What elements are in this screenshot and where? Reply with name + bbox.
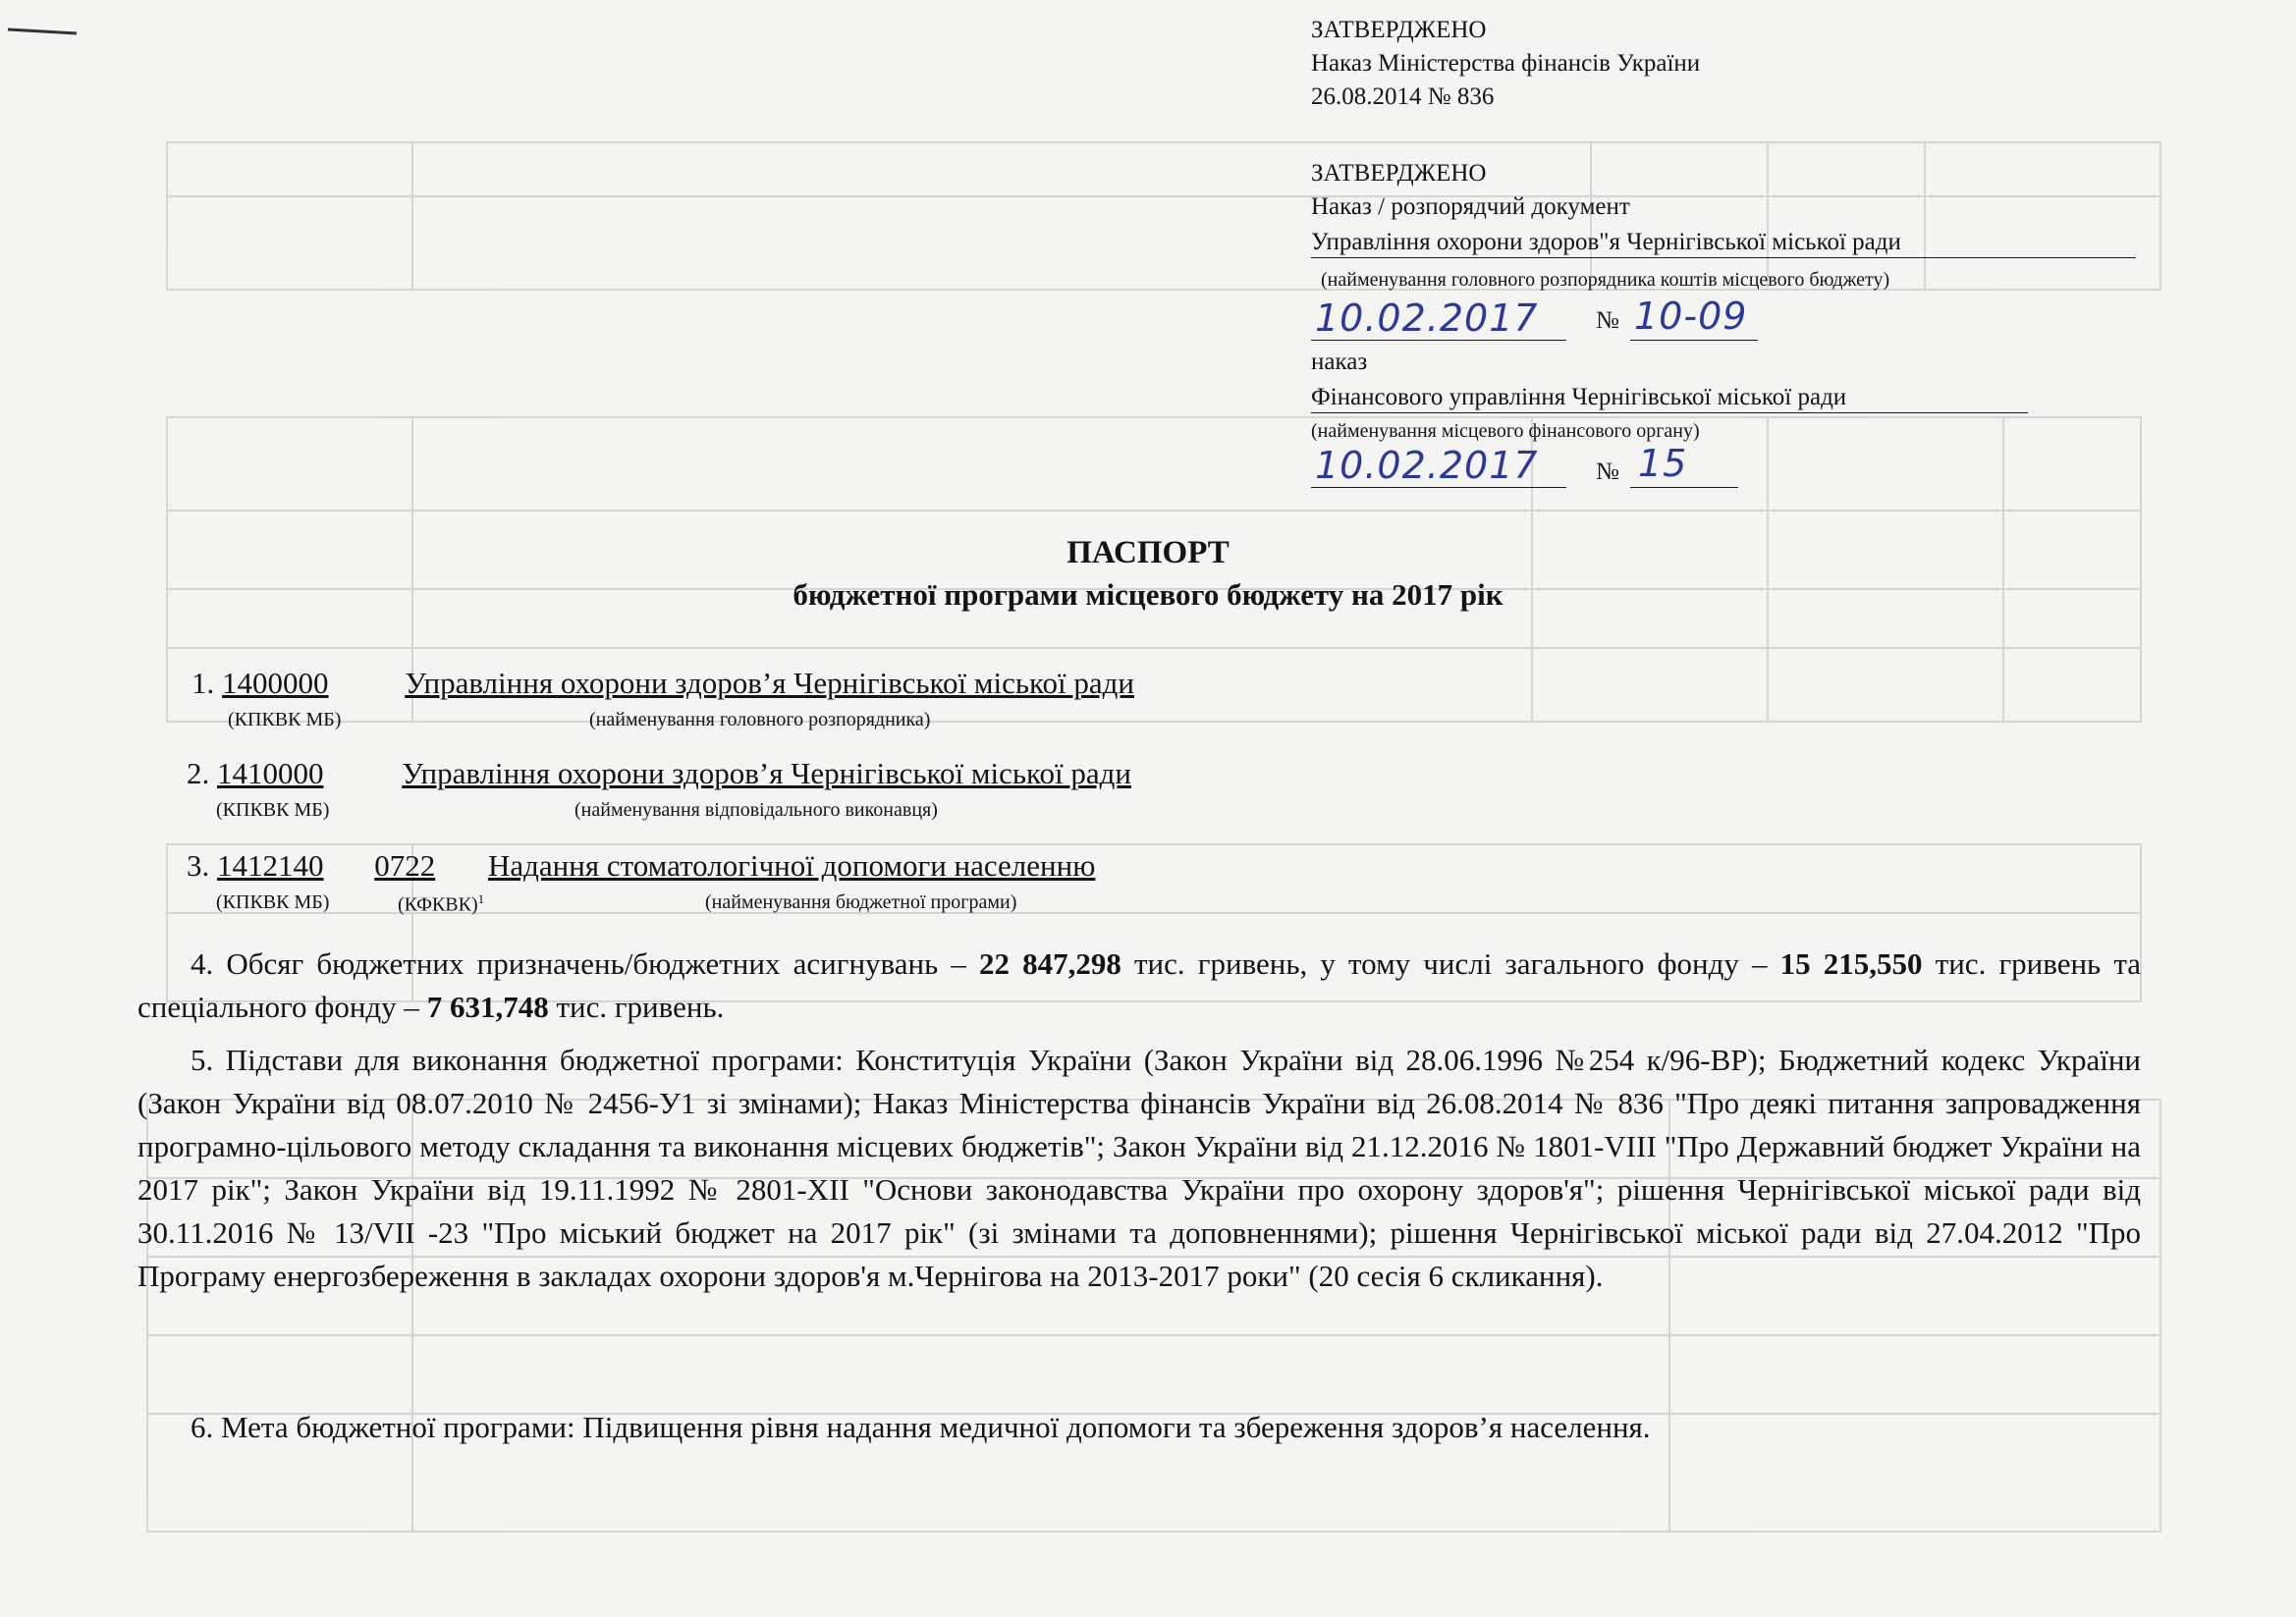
item-3-code2: 0722 xyxy=(374,848,436,883)
financial-org: Фінансового управління Чернігівської міської ради xyxy=(1311,383,2028,413)
approval-1-date: 26.08.2014 № 836 xyxy=(1311,83,1495,110)
number-label-2: № xyxy=(1596,458,1619,485)
total-amount: 22 847,298 xyxy=(979,946,1121,981)
item-3-code-caption: (КПКВК МБ) xyxy=(216,891,330,913)
approval-1-heading: ЗАТВЕРДЖЕНО xyxy=(1311,17,1487,43)
item-1-code-caption: (КПКВК МБ) xyxy=(228,709,342,730)
item-2-code: 1410000 xyxy=(217,756,324,790)
item-2 xyxy=(187,756,1131,791)
item-2-number: 2. xyxy=(187,756,210,790)
item-1-name-caption: (найменування головного розпорядника) xyxy=(589,709,931,730)
handwritten-date-1: 10.02.2017 xyxy=(1315,296,1539,340)
approval-2-heading: ЗАТВЕРДЖЕНО xyxy=(1311,160,1487,187)
item-1 xyxy=(191,666,1134,701)
approval-1-order: Наказ Міністерства фінансів України xyxy=(1311,50,1701,77)
date-line-2 xyxy=(1311,444,1566,488)
item-2-name: Управління охорони здоров’я Чернігівської міської ради xyxy=(402,756,1131,790)
financial-org-caption: (найменування місцевого фінансового органу) xyxy=(1311,420,1700,442)
order-label: наказ xyxy=(1311,349,1368,375)
handwritten-number-1: 10-09 xyxy=(1634,295,1748,338)
item-2-name-caption: (найменування відповідального виконавця) xyxy=(574,799,938,821)
item-2-code-caption: (КПКВК МБ) xyxy=(216,799,330,821)
approval-2-org: Управління охорони здоров"я Чернігівської міської ради xyxy=(1311,228,2136,258)
item-3-name: Надання стоматологічної допомоги населенню xyxy=(488,848,1096,883)
item-3-name-caption: (найменування бюджетної програми) xyxy=(705,891,1017,913)
item-3-code2-caption: (КФКВК)$^1$ xyxy=(398,891,485,916)
number-line-2 xyxy=(1630,442,1738,488)
item-1-code: 1400000 xyxy=(222,666,329,700)
paragraph-legal-basis xyxy=(137,1039,2141,1298)
number-line-1 xyxy=(1630,295,1758,341)
item-1-number: 1. xyxy=(191,666,215,700)
item-1-name: Управління охорони здоров’я Чернігівської міської ради xyxy=(405,666,1134,700)
document-title: ПАСПОРТ xyxy=(1066,535,1230,570)
paragraph-budget-amount: 4. Обсяг бюджетних призначень/бюджетних асигнувань – 22 847,298 тис. гривень, у тому числі загального фонду – 15 215,550 тис. гривень та спеціального фонду – 7 631,748 тис. гривень. xyxy=(137,946,2141,1024)
footnote-marker: 1 xyxy=(477,891,485,906)
paragraph-program-goal xyxy=(137,1406,2141,1449)
handwritten-number-2: 15 xyxy=(1638,442,1688,485)
special-fund-amount: 7 631,748 xyxy=(426,990,549,1024)
general-fund-amount: 15 215,550 xyxy=(1779,946,1923,981)
document-subtitle: бюджетної програми місцевого бюджету на 2017 рік xyxy=(793,577,1503,612)
date-line-1 xyxy=(1311,296,1566,341)
item-3 xyxy=(187,848,1095,884)
approval-2-doc-type: Наказ / розпорядчий документ xyxy=(1311,193,1630,220)
legal-basis-text: 5. Підстави для виконання бюджетної програми: Конституція України (Закон України від 28.06.1996 №254 к/96-ВР); Бюджетний кодекс України (Закон України від 08.07.2010 № 2456-У1 зі змінами); Наказ Міністерства фінансів України від 26.08.2014 № 836 "Про деякі питання запровадження програмно-цільового методу складання та виконання місцевих бюджетів"; Закон України від 21.12.2016 № 1801-VIII "Про Державний бюджет України на 2017 рік"; Закон України від 19.11.1992 № 2801-XII "Основи законодавства України про охорону здоров'я"; рішення Чернігівської міської ради від 30.11.2016 № 13/VII -23 "Про міський бюджет на 2017 рік" (зі змінами та доповненнями); рішення Чернігівської міської ради від 27.04.2012 "Про Програму енергозбереження в закладах охорони здоров'я м.Чернігова на 2013-2017 роки" (20 сесія 6 скликання). xyxy=(137,1043,2141,1293)
handwritten-date-2: 10.02.2017 xyxy=(1315,444,1539,487)
item-3-code: 1412140 xyxy=(217,848,324,883)
program-goal-text: 6. Мета бюджетної програми: Підвищення рівня надання медичної допомоги та збереження здоров’я населення. xyxy=(191,1410,1651,1444)
item-3-number: 3. xyxy=(187,848,210,883)
approval-2-org-caption: (найменування головного розпорядника коштів місцевого бюджету) xyxy=(1321,269,1890,291)
number-label-1: № xyxy=(1596,307,1619,334)
